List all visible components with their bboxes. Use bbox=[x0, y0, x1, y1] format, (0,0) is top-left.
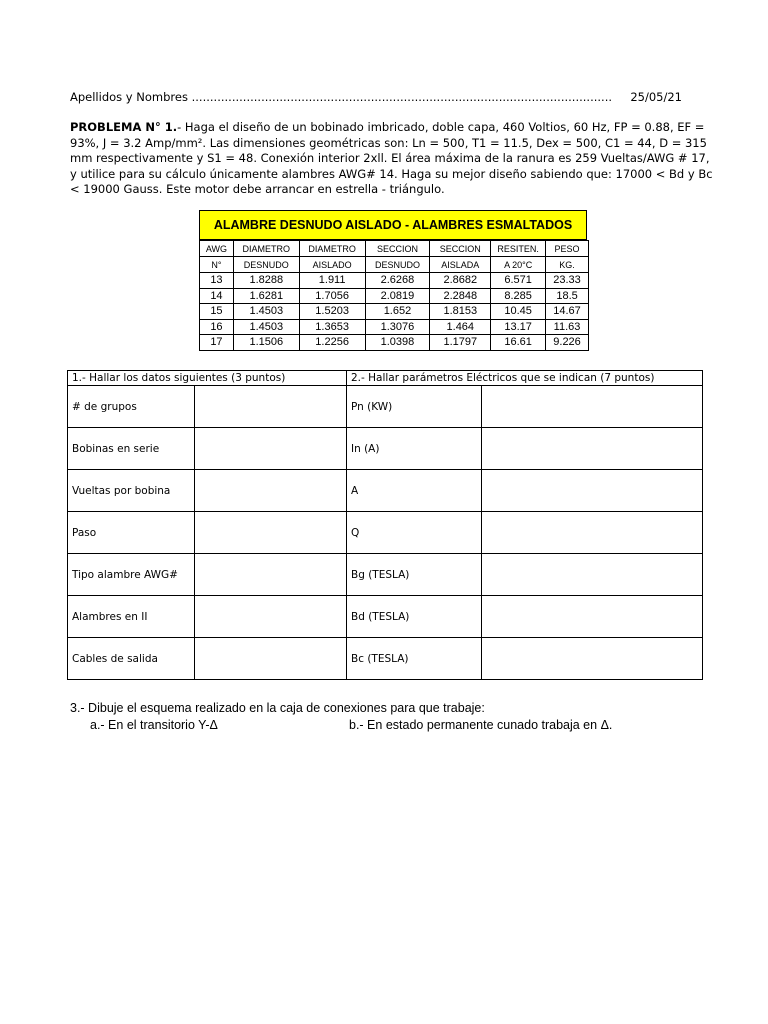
answer-row bbox=[68, 638, 703, 680]
wire-header-cell: RESITEN. bbox=[491, 241, 546, 257]
wire-cell: 15 bbox=[200, 304, 234, 320]
wire-header-cell: SECCION bbox=[430, 241, 491, 257]
item-label: Pn (KW) bbox=[347, 386, 482, 428]
wire-cell: 8.285 bbox=[491, 288, 546, 304]
wire-row bbox=[200, 319, 589, 335]
wire-cell: 1.6281 bbox=[233, 288, 299, 304]
wire-cell: 16 bbox=[200, 319, 234, 335]
answer-blank[interactable] bbox=[195, 512, 347, 554]
wire-header-cell: N° bbox=[200, 257, 234, 273]
wire-cell: 1.8153 bbox=[430, 304, 491, 320]
wire-row bbox=[200, 288, 589, 304]
section-2-header: 2.- Hallar parámetros Eléctricos que se indican (7 puntos) bbox=[347, 371, 703, 386]
wire-cell: 1.2256 bbox=[299, 335, 365, 351]
answer-blank[interactable] bbox=[482, 596, 703, 638]
name-label: Apellidos y Nombres bbox=[70, 90, 188, 104]
item-label: A bbox=[347, 470, 482, 512]
answer-row bbox=[68, 470, 703, 512]
answer-row bbox=[68, 386, 703, 428]
problem-statement bbox=[70, 120, 718, 198]
answer-table bbox=[67, 370, 703, 680]
wire-cell: 10.45 bbox=[491, 304, 546, 320]
wire-table-title: ALAMBRE DESNUDO AISLADO - ALAMBRES ESMALTADOS bbox=[199, 210, 587, 240]
wire-header-cell: SECCION bbox=[365, 241, 430, 257]
wire-cell: 2.0819 bbox=[365, 288, 430, 304]
item-label: Bobinas en serie bbox=[68, 428, 195, 470]
item-label: Bd (TESLA) bbox=[347, 596, 482, 638]
question-3-title: 3.- Dibuje el esquema realizado en la caja de conexiones para que trabaje: bbox=[70, 701, 485, 715]
name-line bbox=[70, 90, 682, 104]
answer-row bbox=[68, 554, 703, 596]
wire-header-cell: KG. bbox=[546, 257, 589, 273]
question-3 bbox=[70, 700, 710, 734]
item-label: Vueltas por bobina bbox=[68, 470, 195, 512]
wire-cell: 1.4503 bbox=[233, 304, 299, 320]
wire-header-cell: DESNUDO bbox=[233, 257, 299, 273]
wire-cell: 16.61 bbox=[491, 335, 546, 351]
wire-header-row-1 bbox=[200, 241, 589, 257]
wire-cell: 1.7056 bbox=[299, 288, 365, 304]
answer-blank[interactable] bbox=[195, 428, 347, 470]
problem-text: - Haga el diseño de un bobinado imbricado, doble capa, 460 Voltios, 60 Hz, FP = 0.88, EF = 93%, J = 3.2 Amp/mm². Las dimensiones geométricas son: Ln = 500, T1 = 11.5, Dex = 500, C1 = 44, D = 315 mm respectivamente y S1 = 48. Conexión interior 2xll. El área máxima de la ranura es 259 Vueltas/AWG # 17, y utilice para su cálculo únicamente alambres AWG# 14. Haga su mejor diseño sabiendo que: 17000 < Bd y Bc < 19000 Gauss. Este motor debe arrancar en estrella - triángulo. bbox=[70, 120, 713, 196]
wire-table bbox=[199, 240, 589, 351]
wire-header-row-2 bbox=[200, 257, 589, 273]
wire-header-cell: AWG bbox=[200, 241, 234, 257]
wire-cell: 1.911 bbox=[299, 273, 365, 289]
wire-cell: 1.1506 bbox=[233, 335, 299, 351]
wire-cell: 2.8682 bbox=[430, 273, 491, 289]
item-label: Tipo alambre AWG# bbox=[68, 554, 195, 596]
item-label: Q bbox=[347, 512, 482, 554]
item-label: # de grupos bbox=[68, 386, 195, 428]
wire-cell: 2.2848 bbox=[430, 288, 491, 304]
wire-cell: 1.1797 bbox=[430, 335, 491, 351]
wire-cell: 14.67 bbox=[546, 304, 589, 320]
item-label: Cables de salida bbox=[68, 638, 195, 680]
answer-row bbox=[68, 512, 703, 554]
wire-cell: 1.8288 bbox=[233, 273, 299, 289]
wire-cell: 6.571 bbox=[491, 273, 546, 289]
wire-cell: 2.6268 bbox=[365, 273, 430, 289]
answer-blank[interactable] bbox=[482, 512, 703, 554]
answer-blank[interactable] bbox=[482, 386, 703, 428]
wire-row bbox=[200, 273, 589, 289]
wire-cell: 1.464 bbox=[430, 319, 491, 335]
answer-row bbox=[68, 596, 703, 638]
section-1-header: 1.- Hallar los datos siguientes (3 puntos) bbox=[68, 371, 347, 386]
wire-cell: 1.0398 bbox=[365, 335, 430, 351]
wire-cell: 1.3653 bbox=[299, 319, 365, 335]
item-label: In (A) bbox=[347, 428, 482, 470]
wire-header-cell: DESNUDO bbox=[365, 257, 430, 273]
answer-blank[interactable] bbox=[195, 470, 347, 512]
wire-cell: 18.5 bbox=[546, 288, 589, 304]
item-label: Bc (TESLA) bbox=[347, 638, 482, 680]
question-3-part-a: a.- En el transitorio Y-Δ bbox=[90, 718, 218, 732]
item-label: Paso bbox=[68, 512, 195, 554]
answer-blank[interactable] bbox=[195, 638, 347, 680]
answer-blank[interactable] bbox=[482, 428, 703, 470]
answer-blank[interactable] bbox=[482, 638, 703, 680]
wire-cell: 1.4503 bbox=[233, 319, 299, 335]
answer-blank[interactable] bbox=[195, 596, 347, 638]
wire-header-cell: AISLADO bbox=[299, 257, 365, 273]
wire-cell: 9.226 bbox=[546, 335, 589, 351]
wire-cell: 1.3076 bbox=[365, 319, 430, 335]
wire-cell: 14 bbox=[200, 288, 234, 304]
wire-cell: 23.33 bbox=[546, 273, 589, 289]
wire-row bbox=[200, 335, 589, 351]
wire-cell: 1.5203 bbox=[299, 304, 365, 320]
exam-date: 25/05/21 bbox=[630, 90, 682, 104]
wire-cell: 13 bbox=[200, 273, 234, 289]
wire-header-cell: A 20°C bbox=[491, 257, 546, 273]
question-3-part-b: b.- En estado permanente cunado trabaja en Δ. bbox=[349, 718, 613, 732]
item-label: Bg (TESLA) bbox=[347, 554, 482, 596]
wire-header-cell: DIAMETRO bbox=[233, 241, 299, 257]
wire-row bbox=[200, 304, 589, 320]
answer-row bbox=[68, 428, 703, 470]
question-3-parts bbox=[70, 717, 710, 734]
answer-blank[interactable] bbox=[482, 470, 703, 512]
wire-header-cell: AISLADA bbox=[430, 257, 491, 273]
wire-cell: 1.652 bbox=[365, 304, 430, 320]
wire-cell: 17 bbox=[200, 335, 234, 351]
answer-blank[interactable] bbox=[195, 554, 347, 596]
wire-cell: 11.63 bbox=[546, 319, 589, 335]
wire-cell: 13.17 bbox=[491, 319, 546, 335]
name-dots: ................................................................................................................... bbox=[191, 90, 613, 104]
answer-header-row bbox=[68, 371, 703, 386]
answer-blank[interactable] bbox=[482, 554, 703, 596]
wire-header-cell: DIAMETRO bbox=[299, 241, 365, 257]
wire-header-cell: PESO bbox=[546, 241, 589, 257]
item-label: Alambres en II bbox=[68, 596, 195, 638]
answer-blank[interactable] bbox=[195, 386, 347, 428]
problem-label: PROBLEMA N° 1. bbox=[70, 120, 178, 134]
